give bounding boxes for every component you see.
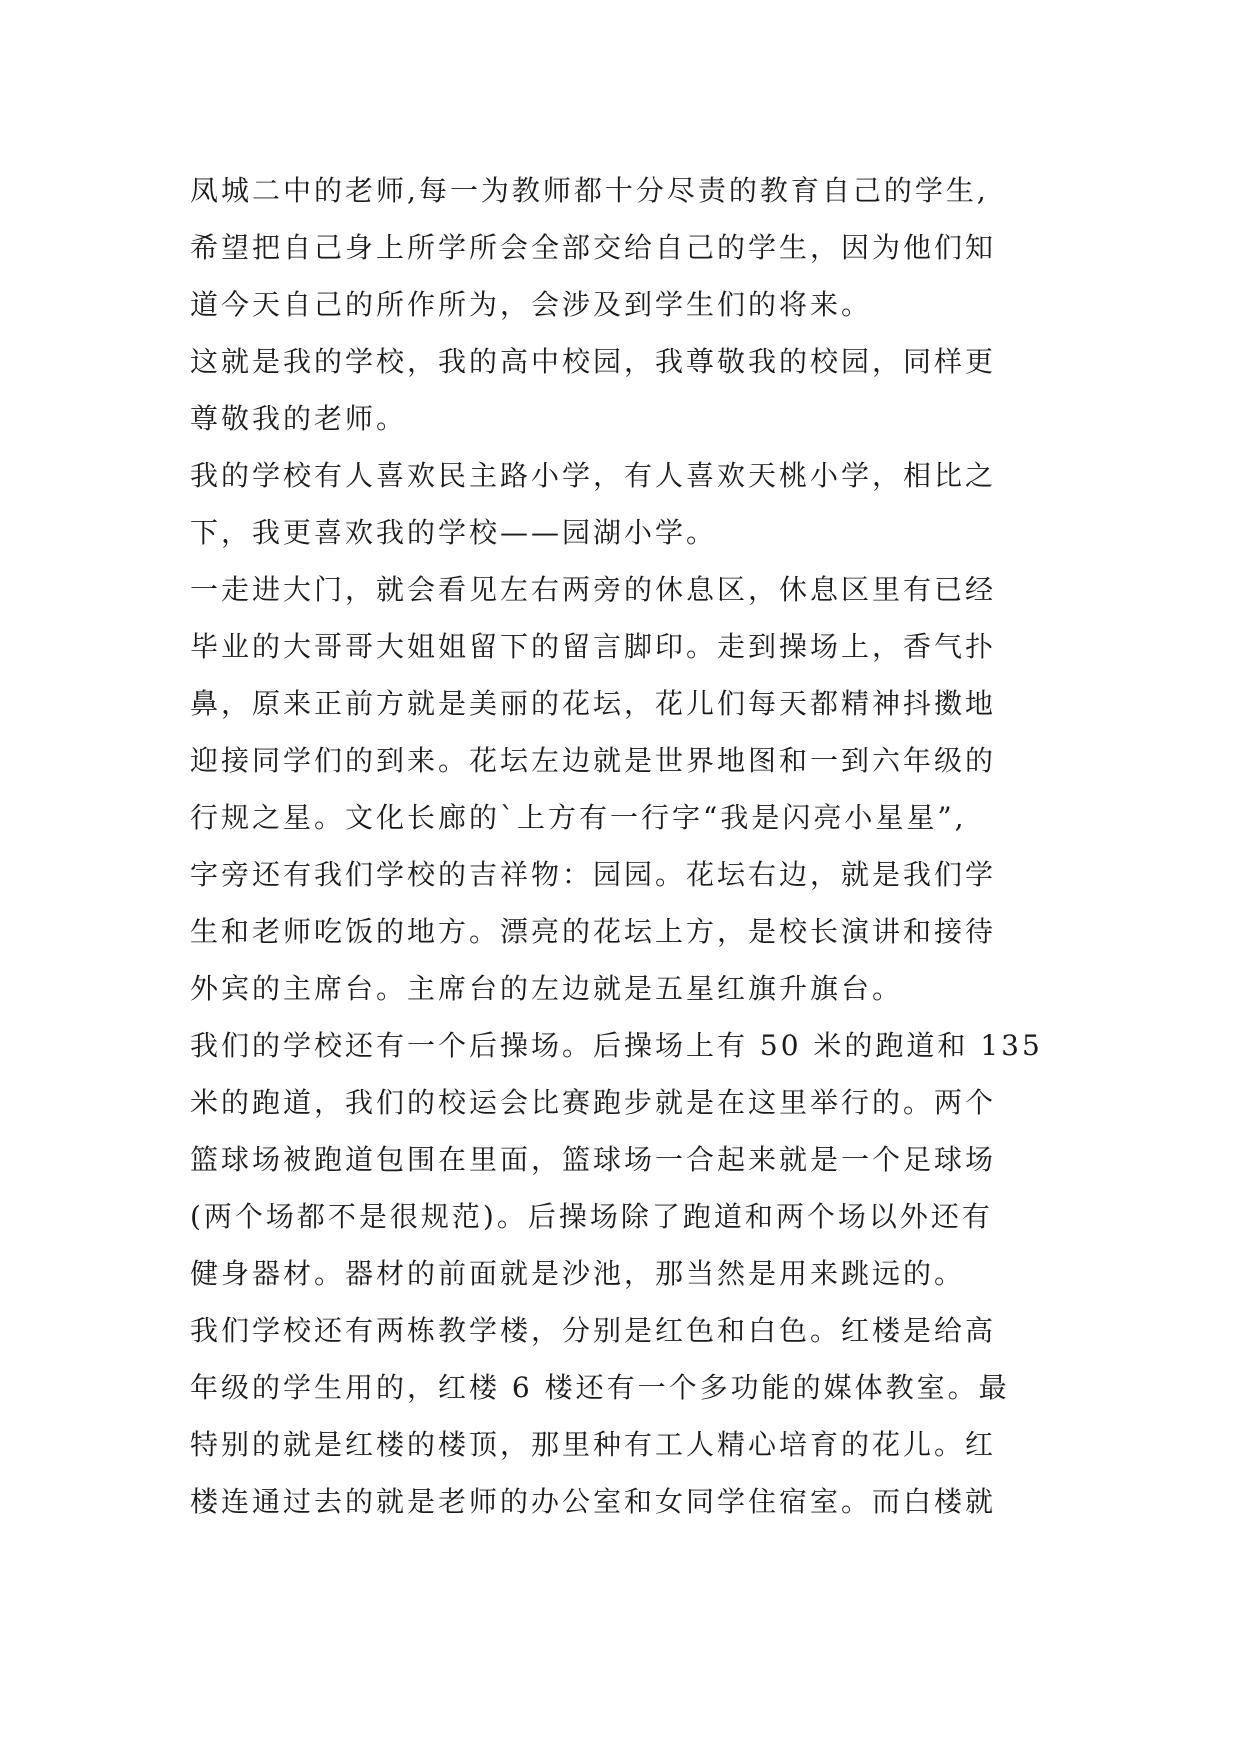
text-line: 健身器材。器材的前面就是沙池，那当然是用来跳远的。 [190,1257,966,1290]
text-line: 年级的学生用的，红楼 6 楼还有一个多功能的媒体教室。最 [190,1371,1010,1404]
text-line: 鼻，原来正前方就是美丽的花坛，花儿们每天都精神抖擞地 [190,687,997,720]
text-line: (两个场都不是很规范)。后操场除了跑道和两个场以外还有 [190,1200,993,1233]
text-line: 迎接同学们的到来。花坛左边就是世界地图和一到六年级的 [190,744,997,777]
text-line: 米的跑道，我们的校运会比赛跑步就是在这里举行的。两个 [190,1086,997,1119]
text-line: 凤城二中的老师,每一为教师都十分尽责的教育自己的学生, [190,174,989,207]
text-line: 字旁还有我们学校的吉祥物：园园。花坛右边，就是我们学 [190,858,997,891]
text-line: 我的学校有人喜欢民主路小学，有人喜欢天桃小学，相比之 [190,459,997,492]
text-line: 尊敬我的老师。 [190,402,408,435]
text-line: 一走进大门，就会看见左右两旁的休息区，休息区里有已经 [190,573,997,606]
text-line: 我们的学校还有一个后操场。后操场上有 50 米的跑道和 135 [190,1029,1043,1062]
text-line: 我们学校还有两栋教学楼，分别是红色和白色。红楼是给高 [190,1314,997,1347]
text-line: 希望把自己身上所学所会全部交给自己的学生，因为他们知 [190,231,997,264]
text-line: 楼连通过去的就是老师的办公室和女同学住宿室。而白楼就 [190,1485,997,1518]
text-line: 篮球场被跑道包围在里面，篮球场一合起来就是一个足球场 [190,1143,997,1176]
text-line: 外宾的主席台。主席台的左边就是五星红旗升旗台。 [190,972,904,1005]
text-line: 特别的就是红楼的楼顶，那里种有工人精心培育的花儿。红 [190,1428,997,1461]
text-line: 道今天自己的所作所为，会涉及到学生们的将来。 [190,288,873,321]
text-line: 行规之星。文化长廊的`上方有一行字“我是闪亮小星星”, [190,801,967,834]
text-line: 生和老师吃饭的地方。漂亮的花坛上方，是校长演讲和接待 [190,915,997,948]
text-line: 下，我更喜欢我的学校——园湖小学。 [190,516,718,549]
text-line: 毕业的大哥哥大姐姐留下的留言脚印。走到操场上，香气扑 [190,630,997,663]
text-line: 这就是我的学校，我的高中校园，我尊敬我的校园，同样更 [190,345,997,378]
body-text [190,162,1090,1530]
